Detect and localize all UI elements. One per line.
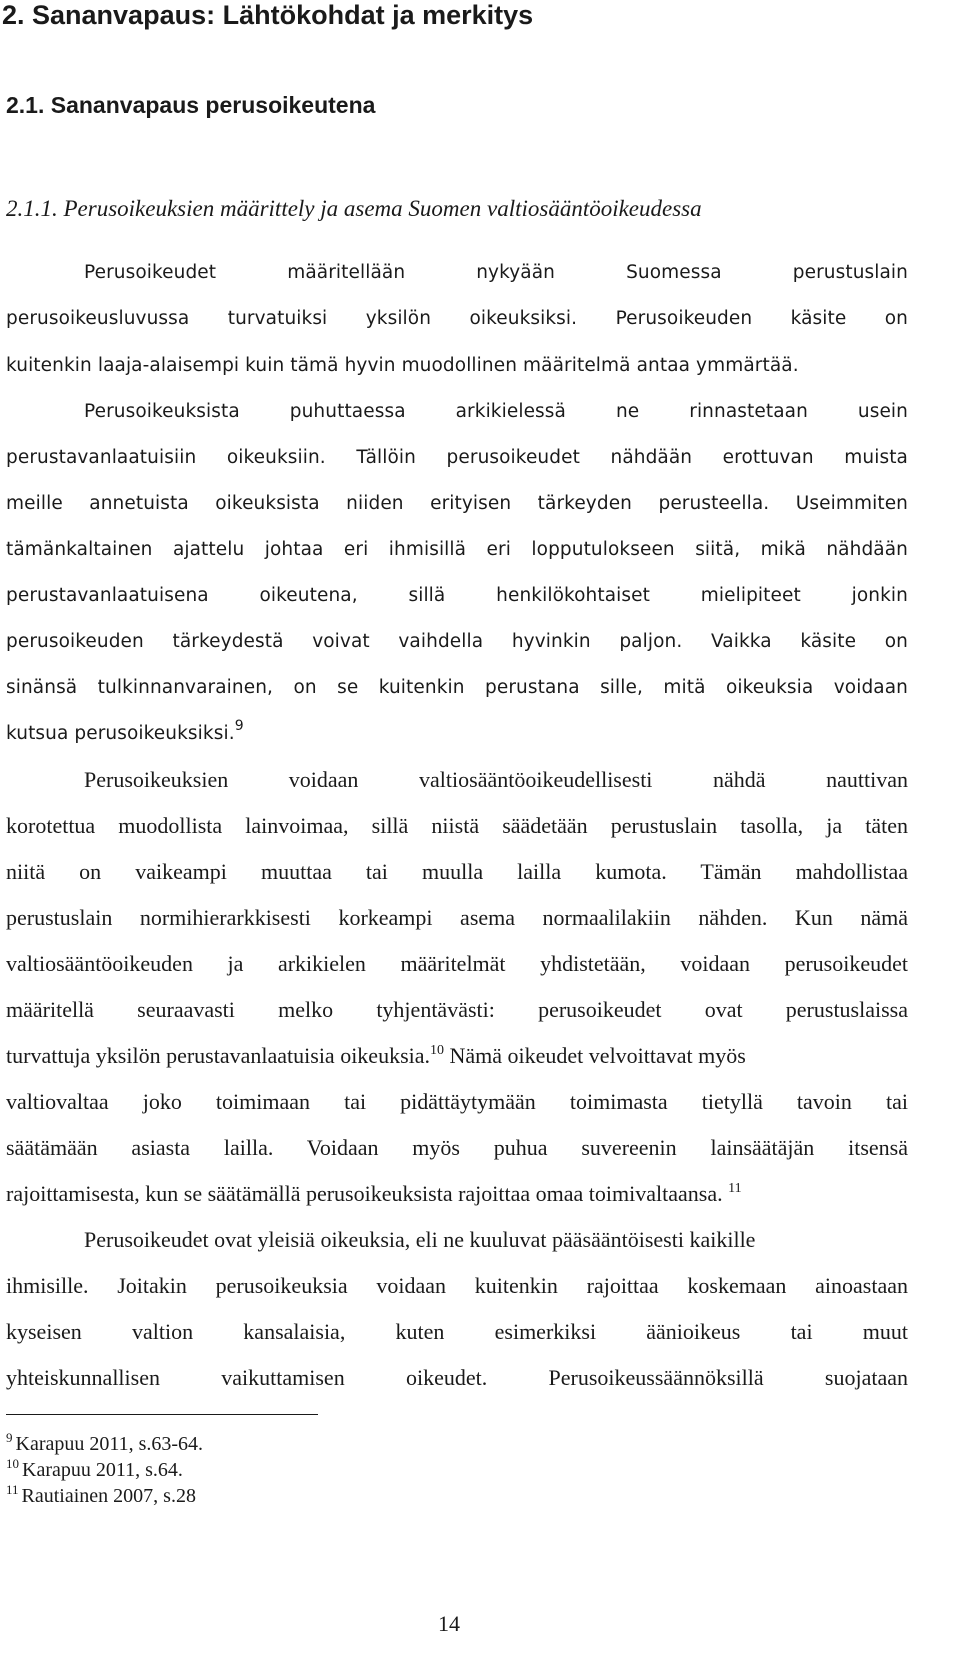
footnote-number: 11: [6, 1482, 19, 1497]
paragraph-line: säätämään asiasta lailla. Voidaan myös puhua suvereenin lainsäätäjän itsensä: [6, 1135, 908, 1160]
paragraph-line: Perusoikeudet määritellään nykyään Suomessa perustuslain: [84, 262, 908, 283]
chapter-heading: 2. Sananvapaus: Lähtökohdat ja merkitys: [2, 0, 534, 30]
line-text: turvattuja yksilön perustavanlaatuisia oikeuksia.: [6, 1043, 431, 1068]
footnote: [6, 1484, 196, 1508]
paragraph-line: perustavanlaatuisiin oikeuksiin. Tällöin perusoikeudet nähdään erottuvan muista: [6, 447, 908, 468]
paragraph-line: niitä on vaikeampi muuttaa tai muulla lailla kumota. Tämän mahdollistaa: [6, 859, 908, 884]
footnote: [6, 1458, 183, 1482]
footnote-divider: [6, 1414, 318, 1415]
paragraph-line: perustuslain normihierarkkisesti korkeampi asema normaalilakiin nähden. Kun nämä: [6, 905, 908, 930]
subsection-heading: 2.1.1. Perusoikeuksien määrittely ja asema Suomen valtiosääntöoikeudessa: [6, 196, 702, 221]
footnote-number: 9: [6, 1430, 13, 1445]
footnote-number: 10: [6, 1456, 19, 1471]
paragraph-line: korotettua muodollista lainvoimaa, sillä niistä säädetään perustuslain tasolla, ja täten: [6, 813, 908, 838]
paragraph-line: [6, 1041, 746, 1071]
footnote-text: Karapuu 2011, s.63-64.: [15, 1433, 204, 1455]
paragraph-line: kyseisen valtion kansalaisia, kuten esimerkiksi äänioikeus tai muut: [6, 1319, 908, 1344]
paragraph-line: [6, 719, 244, 749]
footnote-text: Rautiainen 2007, s.28: [21, 1485, 196, 1507]
paragraph-line: [6, 1179, 742, 1209]
line-text: Nämä oikeudet velvoittavat myös: [449, 1043, 746, 1068]
page-number: 14: [438, 1611, 460, 1636]
footnote-ref-10[interactable]: 10: [430, 1043, 445, 1058]
line-text: kutsua perusoikeuksiksi.: [6, 723, 235, 744]
paragraph-line: Perusoikeuksien voidaan valtiosääntöoikeudellisesti nähdä nauttivan: [84, 767, 908, 792]
paragraph-line: perusoikeuden tärkeydestä voivat vaihdella hyvinkin paljon. Vaikka käsite on: [6, 631, 908, 652]
footnote: [6, 1432, 203, 1456]
footnote-text: Karapuu 2011, s.64.: [22, 1459, 183, 1481]
section-heading: 2.1. Sananvapaus perusoikeutena: [6, 92, 376, 118]
paragraph-line: Perusoikeudet ovat yleisiä oikeuksia, eli ne kuuluvat pääsääntöisesti kaikille: [84, 1227, 756, 1252]
paragraph-line: valtiosääntöoikeuden ja arkikielen määritelmät yhdistetään, voidaan perusoikeudet: [6, 951, 908, 976]
footnote-ref-9[interactable]: 9: [234, 718, 244, 734]
footnote-ref-11[interactable]: 11: [728, 1181, 742, 1196]
paragraph-line: perusoikeusluvussa turvatuiksi yksilön oikeuksiksi. Perusoikeuden käsite on: [6, 308, 908, 329]
paragraph-line: ihmisille. Joitakin perusoikeuksia voidaan kuitenkin rajoittaa koskemaan ainoastaan: [6, 1273, 908, 1298]
paragraph-line: valtiovaltaa joko toimimaan tai pidättäytymään toimimasta tietyllä tavoin tai: [6, 1089, 908, 1114]
paragraph-line: yhteiskunnallisen vaikuttamisen oikeudet. Perusoikeussäännöksillä suojataan: [6, 1365, 908, 1390]
line-text: rajoittamisesta, kun se säätämällä perusoikeuksista rajoittaa omaa toimivaltaansa.: [6, 1181, 723, 1206]
paragraph-line: tämänkaltainen ajattelu johtaa eri ihmisillä eri lopputulokseen siitä, mikä nähdään: [6, 539, 908, 560]
paragraph-line: määritellä seuraavasti melko tyhjentävästi: perusoikeudet ovat perustuslaissa: [6, 997, 908, 1022]
paragraph-line: kuitenkin laaja-alaisempi kuin tämä hyvin muodollinen määritelmä antaa ymmärtää.: [6, 355, 799, 376]
paragraph-line: sinänsä tulkinnanvarainen, on se kuitenkin perustana sille, mitä oikeuksia voidaan: [6, 677, 908, 698]
paragraph-line: meille annetuista oikeuksista niiden erityisen tärkeyden perusteella. Useimmiten: [6, 493, 908, 514]
paragraph-line: Perusoikeuksista puhuttaessa arkikielessä ne rinnastetaan usein: [84, 401, 908, 422]
paragraph-line: perustavanlaatuisena oikeutena, sillä henkilökohtaiset mielipiteet jonkin: [6, 585, 908, 606]
